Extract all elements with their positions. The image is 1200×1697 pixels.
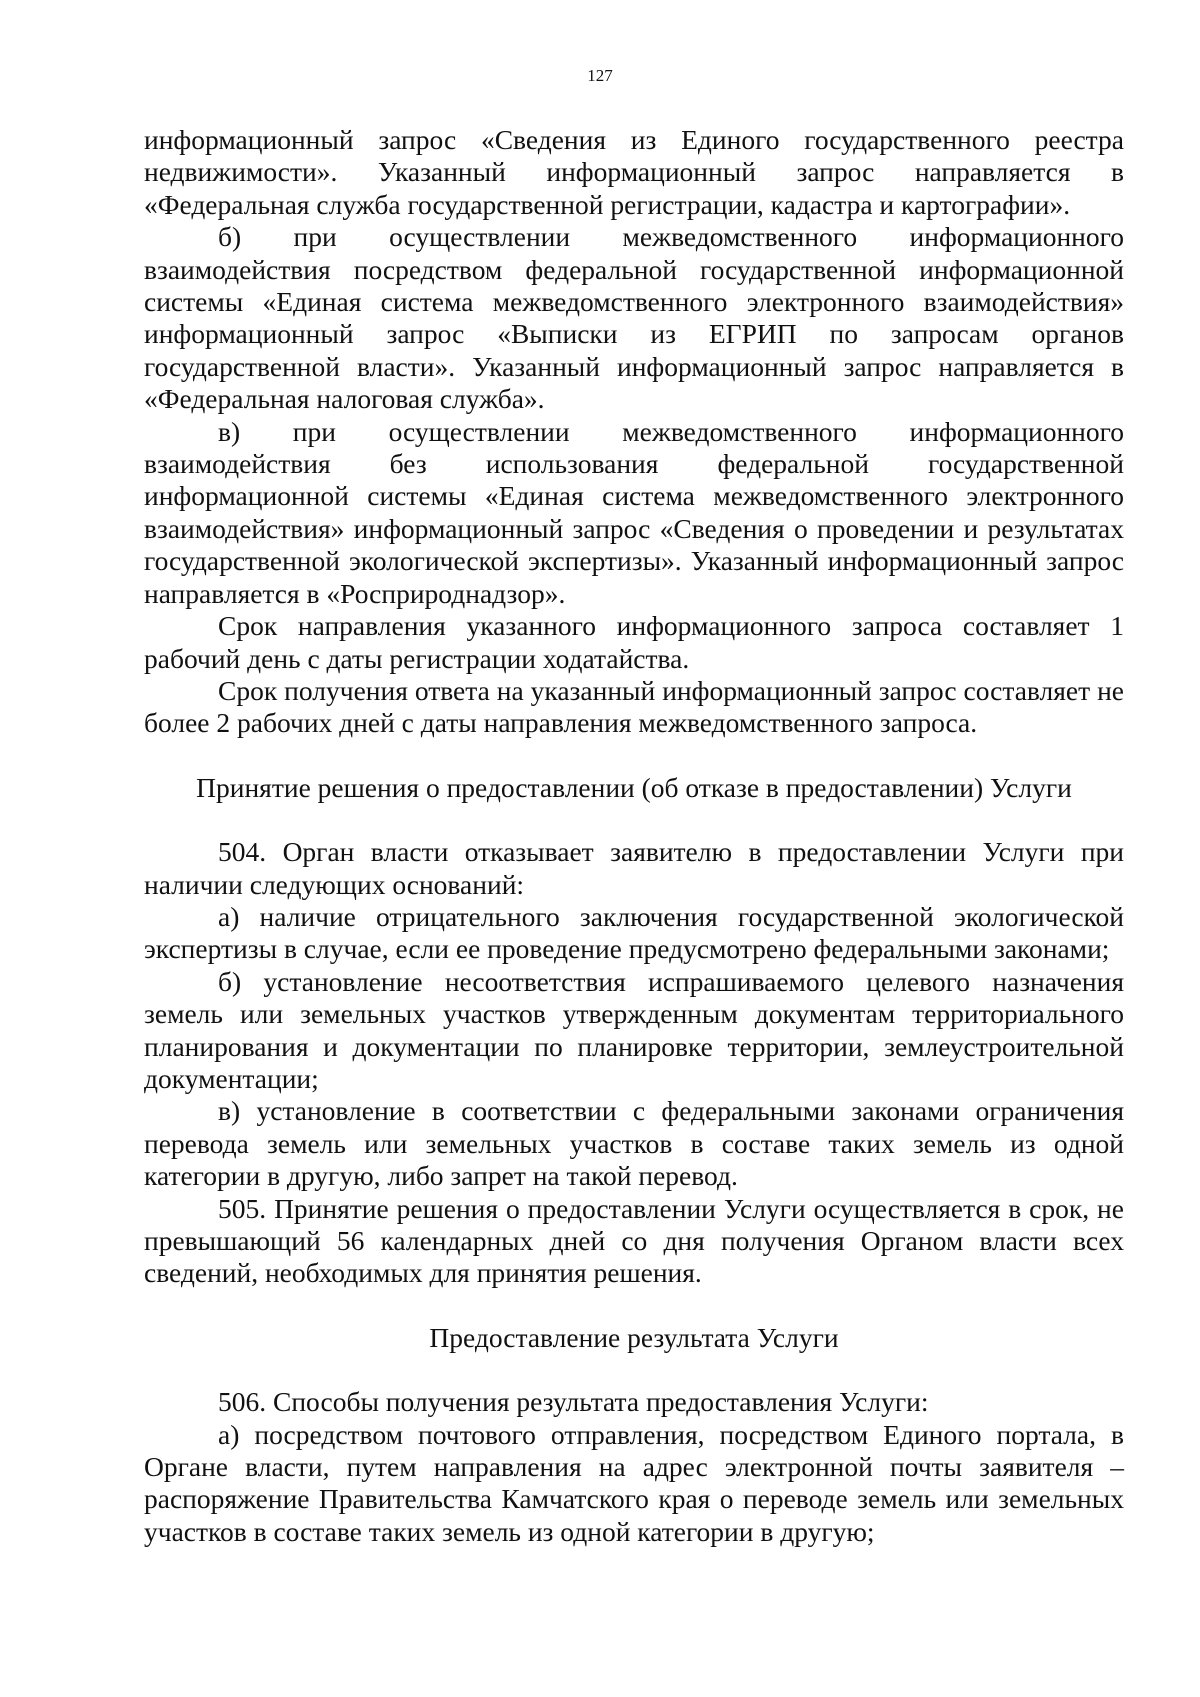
paragraph-response-deadline: Срок получения ответа на указанный информационный запрос составляет не более 2 рабочих дней с даты направления межведомственного запроса. (144, 674, 1124, 739)
paragraph-item-v-expertise: в) при осуществлении межведомственного информационного взаимодействия без использования федеральной государственной информационной системы «Единая система межведомственного электронного взаимодействия» информационный запрос «Сведения о проведении и результатах государственной экологической экспертизы». Указанный информационный запрос направляется в «Росприроднадзор». (144, 415, 1124, 609)
paragraph-506: 506. Способы получения результата предоставления Услуги: (218, 1386, 929, 1418)
paragraph-504-a: а) наличие отрицательного заключения государственной экологической экспертизы в случае, если ее проведение предусмотрено федеральными законами; (144, 900, 1124, 965)
paragraph-504-v: в) установление в соответствии с федеральными законами ограничения перевода земель или земельных участков в составе таких земель из одной категории в другую, либо запрет на такой перевод. (144, 1095, 1124, 1192)
paragraph-506-a: а) посредством почтового отправления, посредством Единого портала, в Органе власти, путем направления на адрес электронной почты заявителя – распоряжение Правительства Камчатского края о переводе земель или земельных участков в составе таких земель из одной категории в другую; (144, 1418, 1124, 1547)
paragraph-505: 505. Принятие решения о предоставлении Услуги осуществляется в срок, не превышающий 56 календарных дней со дня получения Органом власти всех сведений, необходимых для принятия решения. (144, 1192, 1124, 1289)
document-body (144, 124, 1124, 1548)
paragraph-504-b: б) установление несоответствия испрашиваемого целевого назначения земель или земельных участков утвержденным документам территориального планирования и документации по планировке территории, землеустроительной документации; (144, 965, 1124, 1094)
section-heading-result: Предоставление результата Услуги (429, 1321, 839, 1353)
page-number: 127 (587, 66, 613, 85)
paragraph-item-b-egrip: б) при осуществлении межведомственного информационного взаимодействия посредством федеральной государственной информационной системы «Единая система межведомственного электронного взаимодействия» информационный запрос «Выписки из ЕГРИП по запросам органов государственной власти». Указанный информационный запрос направляется в «Федеральная налоговая служба». (144, 221, 1124, 415)
paragraph-request-deadline: Срок направления указанного информационного запроса составляет 1 рабочий день с даты регистрации ходатайства. (144, 610, 1124, 674)
section-heading-decision: Принятие решения о предоставлении (об отказе в предоставлении) Услуги (196, 771, 1072, 803)
paragraph-504: 504. Орган власти отказывает заявителю в предоставлении Услуги при наличии следующих оснований: (144, 836, 1124, 900)
paragraph-query-egrn: информационный запрос «Сведения из Единого государственного реестра недвижимости». Указанный информационный запрос направляется в «Федеральная служба государственной регистрации, кадастра и картографии». (144, 124, 1124, 220)
